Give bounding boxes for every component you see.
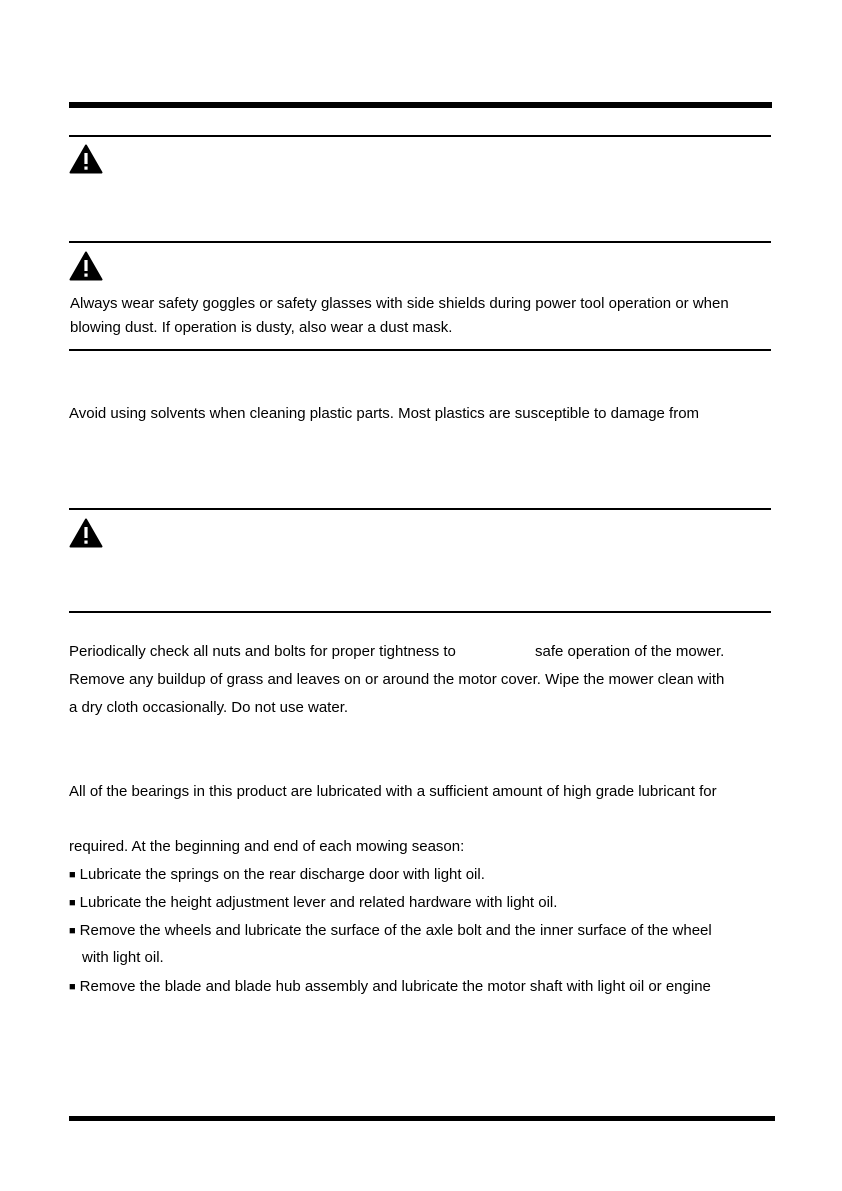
lubrication-item-text: Remove the wheels and lubricate the surface of the axle bolt and the inner surface of the wheel <box>79 922 712 939</box>
bullet-square-icon: ■ <box>69 869 76 881</box>
lubrication-list-item <box>69 975 711 999</box>
bullet-square-icon: ■ <box>69 897 76 909</box>
bullet-square-icon: ■ <box>69 981 76 993</box>
lubrication-text-line-1: All of the bearings in this product are lubricated with a sufficient amount of high grade lubricant for <box>69 783 717 800</box>
lubrication-list-item <box>69 891 557 915</box>
bottom-footer-rule <box>69 1116 775 1121</box>
warning-2-bottom-rule <box>69 349 771 351</box>
warning-triangle-icon <box>69 518 103 548</box>
nuts-bolts-text-line-3: a dry cloth occasionally. Do not use water. <box>69 699 349 716</box>
nuts-bolts-text-line-2: Remove any buildup of grass and leaves on or around the motor cover. Wipe the mower clean with <box>69 671 725 688</box>
warning-1-top-rule <box>69 135 771 137</box>
warning-triangle-icon <box>69 144 103 174</box>
lubrication-text-line-2: required. At the beginning and end of each mowing season: <box>69 838 465 855</box>
nuts-bolts-text-line-1a: Periodically check all nuts and bolts for proper tightness to <box>69 643 456 660</box>
safety-goggles-text-line-1: Always wear safety goggles or safety glasses with side shields during power tool operation or when <box>70 295 729 312</box>
warning-2-top-rule <box>69 241 771 243</box>
warning-3-top-rule <box>69 508 771 510</box>
lubrication-item-continuation: with light oil. <box>82 949 164 966</box>
lubrication-list-item <box>69 919 712 943</box>
top-header-rule <box>69 102 772 108</box>
safety-goggles-text-line-2: blowing dust. If operation is dusty, also wear a dust mask. <box>70 319 453 336</box>
nuts-bolts-text-line-1b: safe operation of the mower. <box>535 643 725 660</box>
lubrication-item-text: Lubricate the springs on the rear discharge door with light oil. <box>79 866 485 883</box>
warning-triangle-icon <box>69 251 103 281</box>
lubrication-list-item <box>69 863 485 887</box>
lubrication-item-text: Remove the blade and blade hub assembly and lubricate the motor shaft with light oil or engine <box>79 978 711 995</box>
lubrication-item-text: Lubricate the height adjustment lever and related hardware with light oil. <box>79 894 558 911</box>
bullet-square-icon: ■ <box>69 925 76 937</box>
warning-3-bottom-rule <box>69 611 771 613</box>
plastic-parts-text-line-1: Avoid using solvents when cleaning plastic parts. Most plastics are susceptible to damage from <box>69 405 700 422</box>
